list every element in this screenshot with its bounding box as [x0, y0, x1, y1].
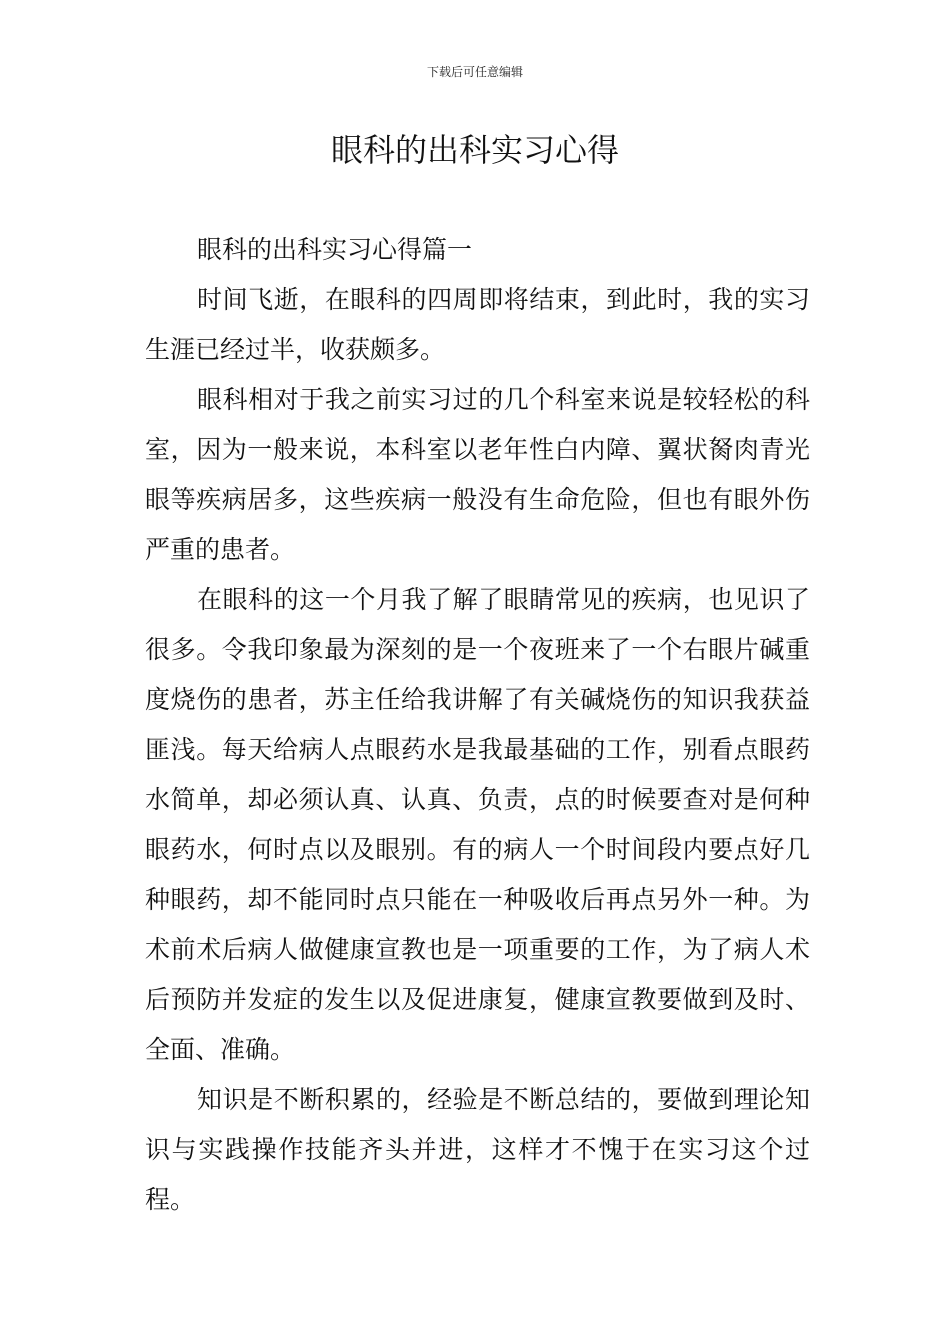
- document-body: [145, 225, 810, 1225]
- paragraph: 时间飞逝，在眼科的四周即将结束，到此时，我的实习生涯已经过半，收获颇多。: [145, 285, 810, 364]
- paragraph: 知识是不断积累的，经验是不断总结的，要做到理论知识与实践操作技能齐头并进，这样才不愧于在实习这个过程。: [145, 1085, 810, 1214]
- section-heading: 眼科的出科实习心得篇一: [197, 235, 473, 264]
- paragraph: 眼科相对于我之前实习过的几个科室来说是较轻松的科室，因为一般来说，本科室以老年性白内障、翼状胬肉青光眼等疾病居多，这些疾病一般没有生命危险，但也有眼外伤严重的患者。: [145, 385, 810, 564]
- paragraph: 在眼科的这一个月我了解了眼睛常见的疾病，也见识了很多。令我印象最为深刻的是一个夜班来了一个右眼片碱重度烧伤的患者，苏主任给我讲解了有关碱烧伤的知识我获益匪浅。每天给病人点眼药水是我最基础的工作，别看点眼药水简单，却必须认真、认真、负责，点的时候要查对是何种眼药水，何时点以及眼别。有的病人一个时间段内要点好几种眼药，却不能同时点只能在一种吸收后再点另外一种。为术前术后病人做健康宣教也是一项重要的工作，为了病人术后预防并发症的发生以及促进康复，健康宣教要做到及时、全面、准确。: [145, 585, 810, 1064]
- document-title: 眼科的出科实习心得: [330, 131, 619, 169]
- header-note: 下载后可任意编辑: [426, 65, 523, 79]
